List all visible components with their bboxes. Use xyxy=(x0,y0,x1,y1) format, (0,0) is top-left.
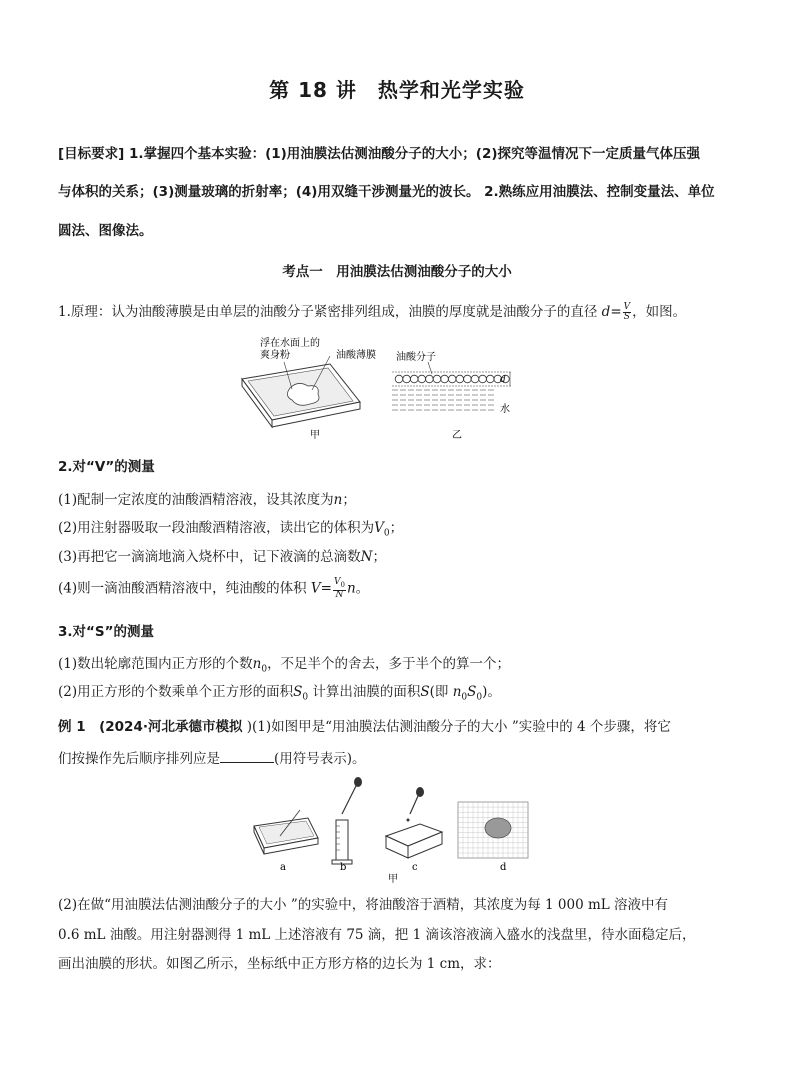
steps-caption: 甲 xyxy=(388,874,398,884)
molecule-circle xyxy=(448,375,456,383)
step-b-cylinder xyxy=(332,777,362,864)
goal-tag: [目标要求] xyxy=(58,146,125,162)
molecule-circle xyxy=(426,375,434,383)
lecture-title: 第 18 讲 热学和光学实验 xyxy=(269,78,525,102)
steps-figure xyxy=(250,774,550,884)
molecule-circle xyxy=(456,375,464,383)
caption-jia: 甲 xyxy=(310,430,320,441)
molecule-circle xyxy=(395,375,403,383)
label-water: 水 xyxy=(500,404,510,415)
section-title: 考点一 用油膜法估测油酸分子的大小 xyxy=(282,264,512,280)
s-step-2: (2)用正方形的个数乘单个正方形的面积$S_0$ 计算出油膜的面积S(即 $n_0S_0$)。 xyxy=(58,684,501,703)
oil-film-figure xyxy=(232,334,512,444)
s-heading: 3.对“S”的测量 xyxy=(58,624,154,640)
label-powder-2: 爽身粉 xyxy=(260,350,290,361)
molecule-circle xyxy=(441,375,449,383)
goal-line-2: 与体积的关系；(3)测量玻璃的折射率；(4)用双缝干涉测量光的波长。 2.熟练应用油膜法、控制变量法、单位 xyxy=(58,184,715,200)
step-d-grid xyxy=(458,802,528,858)
molecule-circle xyxy=(464,375,472,383)
example-line-2: 们按操作先后顺序排列应是 (用符号表示)。 xyxy=(58,751,366,767)
v-step-2: (2)用注射器吸取一段油酸酒精溶液，读出它的体积为$V_0$； xyxy=(58,520,404,539)
example-q2-line-3: 画出油膜的形状。如图乙所示，坐标纸中正方形方格的边长为 1 cm，求： xyxy=(58,956,501,972)
caption-yi: 乙 xyxy=(452,430,462,441)
goal-line-3: 圆法、图像法。 xyxy=(58,223,153,239)
example-line-1: 例 1 (2024·河北承德市模拟 )(1)如图甲是“用油膜法估测油酸分子的大小 ”实验中的 4 个步骤，将它 xyxy=(58,719,671,735)
step-label-a: a xyxy=(280,862,286,873)
goal-line-1: [目标要求] 1.掌握四个基本实验：(1)用油膜法估测油酸分子的大小；(2)探究等温情况下一定质量气体压强 xyxy=(58,146,701,162)
step-label-b: b xyxy=(340,862,347,873)
principle-line: 1.原理：认为油酸薄膜是由单层的油酸分子紧密排列组成，油膜的厚度就是油酸分子的直径 d= $\frac{V}{S}$ ，如图。 xyxy=(58,302,687,322)
molecule-row xyxy=(395,375,509,383)
tray-drawing xyxy=(242,356,360,427)
molecule-circle xyxy=(418,375,426,383)
step-a-tray xyxy=(254,810,318,854)
v-step-3: (3)再把它一滴滴地滴入烧杯中，记下液滴的总滴数N； xyxy=(58,549,386,565)
label-d: d xyxy=(500,375,506,385)
s-step-1: (1)数出轮廓范围内正方形的个数$n_0$，不足半个的舍去，多于半个的算一个； xyxy=(58,656,511,675)
step-label-d: d xyxy=(500,862,507,873)
v-over-s-fraction: $\frac{V}{S}$ xyxy=(623,302,631,322)
example-tag: 例 1 xyxy=(58,719,86,735)
answer-blank[interactable] xyxy=(220,749,274,763)
water-lines xyxy=(392,390,494,410)
molecule-circle xyxy=(486,375,494,383)
label-molecule: 油酸分子 xyxy=(396,352,436,363)
molecule-circle xyxy=(471,375,479,383)
v-heading: 2.对“V”的测量 xyxy=(58,459,155,475)
v-step-4: (4)则一滴油酸酒精溶液中，纯油酸的体积 V= $\frac{V_0}{N}$ n。 xyxy=(58,577,370,600)
v0-over-n-fraction: $\frac{V_0}{N}$ xyxy=(333,577,345,600)
label-powder-1: 浮在水面上的 xyxy=(260,338,320,349)
v-step-1: (1)配制一定浓度的油酸酒精溶液，设其浓度为n； xyxy=(58,492,356,508)
molecule-circle xyxy=(403,375,411,383)
molecule-circle xyxy=(410,375,418,383)
molecule-circle xyxy=(479,375,487,383)
example-q2-line-2: 0.6 mL 油酸。用注射器测得 1 mL 上述溶液有 75 滴，把 1 滴该溶液滴入盛水的浅盘里，待水面稳定后， xyxy=(58,927,696,943)
example-q2-line-1: (2)在做“用油膜法估测油酸分子的大小 ”的实验中，将油酸溶于酒精，其浓度为每 1 000 mL 溶液中有 xyxy=(58,897,669,913)
molecule-circle xyxy=(433,375,441,383)
step-c-block xyxy=(386,787,442,858)
step-label-c: c xyxy=(412,862,418,873)
label-film: 油酸薄膜 xyxy=(336,350,376,361)
